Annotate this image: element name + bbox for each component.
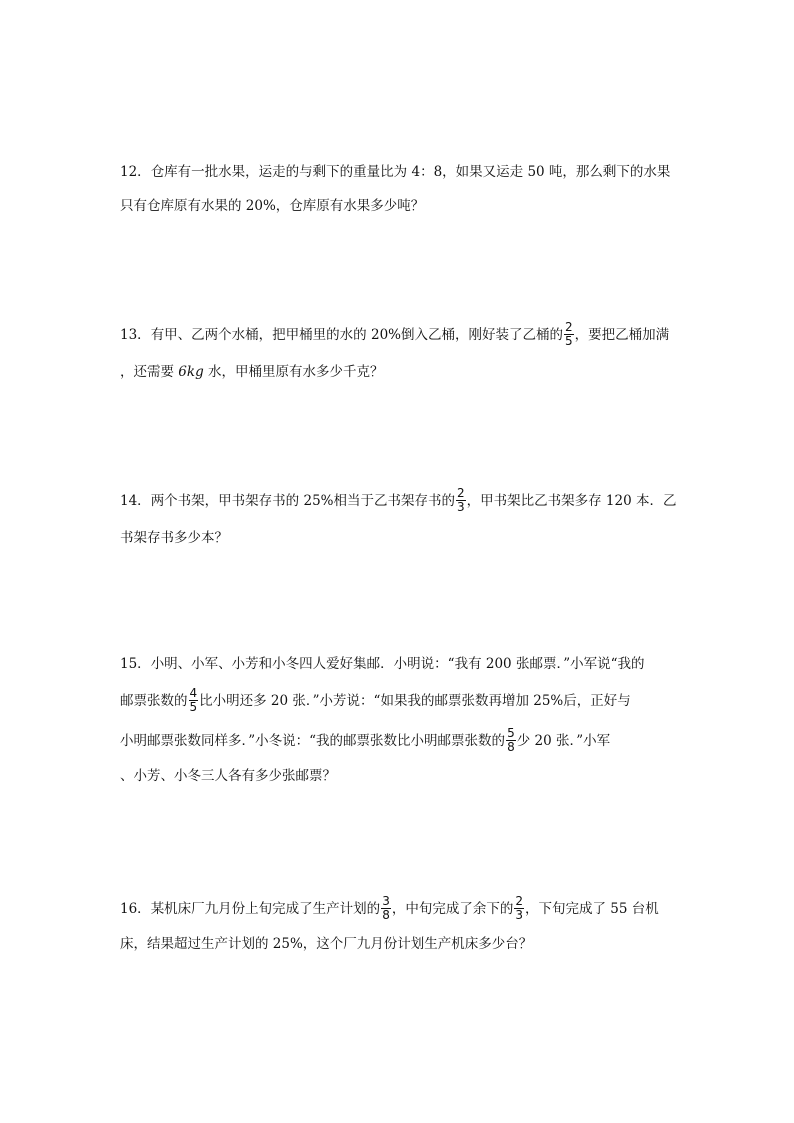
fraction-2-3 [514, 895, 524, 922]
fraction-2-3 [456, 487, 466, 514]
unit-value: 6 [178, 364, 187, 380]
problem-14-line-2 [120, 528, 228, 548]
fraction-numerator: 2 [515, 894, 523, 908]
fraction-5-8 [506, 727, 516, 754]
problem-number: 15． [120, 656, 151, 672]
fraction-numerator: 3 [382, 894, 390, 908]
problem-15-line-2 [120, 686, 631, 714]
problem-text: ，要把乙桶加满 [574, 327, 670, 343]
fraction-numerator: 2 [456, 486, 465, 500]
problem-text: 某机床厂九月份上旬完成了生产计划的 [150, 901, 381, 917]
problem-13-line-2 [120, 362, 384, 382]
fraction-numerator: 2 [564, 320, 573, 334]
problem-text: 有甲、乙两个水桶，把甲桶里的水的 20%倒入乙桶，刚好装了乙桶的 [150, 327, 563, 343]
fraction-denominator: 5 [189, 700, 198, 714]
problem-text: 小明、小军、小芳和小冬四人爱好集邮．小明说：“我有 200 张邮票．”小军说“我的 [150, 656, 645, 672]
problem-text: ，下旬完成了 55 台机 [524, 901, 659, 917]
problem-16-line-1 [120, 894, 659, 922]
problem-text: 小明邮票张数同样多．”小冬说：“我的邮票张数比小明邮票张数的 [120, 733, 506, 749]
problem-number: 12． [120, 164, 151, 180]
fraction-denominator: 5 [564, 334, 573, 348]
problem-text: ，中旬完成了余下的 [391, 901, 514, 917]
problem-text: ，还需要 [120, 364, 179, 380]
fraction-4-5 [189, 687, 199, 714]
problem-number: 14． [120, 493, 151, 509]
fraction-denominator: 8 [382, 908, 390, 922]
problem-text: 只有仓库原有水果的 20%，仓库原有水果多少吨？ [120, 198, 425, 214]
problem-text: 比小明还多 20 张．”小芳说：“如果我的邮票张数再增加 25%后，正好与 [199, 693, 631, 709]
problem-15-line-3 [120, 726, 611, 754]
problem-text: 两个书架，甲书架存书的 25%相当于乙书架存书的 [150, 493, 455, 509]
problem-text: 仓库有一批水果，运走的与剩下的重量比为 4：8，如果又运走 50 吨，那么剩下的水果 [150, 164, 671, 180]
problem-number: 16． [120, 901, 151, 917]
problem-12-line-2 [120, 196, 424, 216]
problem-text: 书架存书多少本？ [120, 530, 228, 546]
problem-text: 水，甲桶里原有水多少千克？ [203, 364, 384, 380]
problem-12-line-1 [120, 162, 670, 182]
fraction-numerator: 4 [189, 686, 198, 700]
problem-text: 少 20 张．”小军 [516, 733, 611, 749]
fraction-denominator: 8 [507, 740, 515, 754]
problem-text: ，甲书架比乙书架多存 120 本．乙 [466, 493, 677, 509]
fraction-denominator: 3 [515, 908, 523, 922]
problem-text: 邮票张数的 [120, 693, 188, 709]
problem-text: 床，结果超过生产计划的 25%，这个厂九月份计划生产机床多少台？ [120, 936, 533, 952]
problem-16-line-2 [120, 934, 532, 954]
unit-kg: kg [186, 364, 204, 380]
fraction-3-8 [381, 895, 391, 922]
problem-number: 13． [120, 327, 151, 343]
problem-15-line-4 [120, 766, 336, 786]
problem-14-line-1 [120, 486, 677, 514]
problem-15-line-1 [120, 654, 645, 674]
fraction-denominator: 3 [456, 500, 465, 514]
fraction-2-5 [564, 321, 574, 348]
problem-13-line-1 [120, 320, 670, 348]
fraction-numerator: 5 [507, 726, 515, 740]
problem-text: 、小芳、小冬三人各有多少张邮票？ [120, 768, 336, 784]
